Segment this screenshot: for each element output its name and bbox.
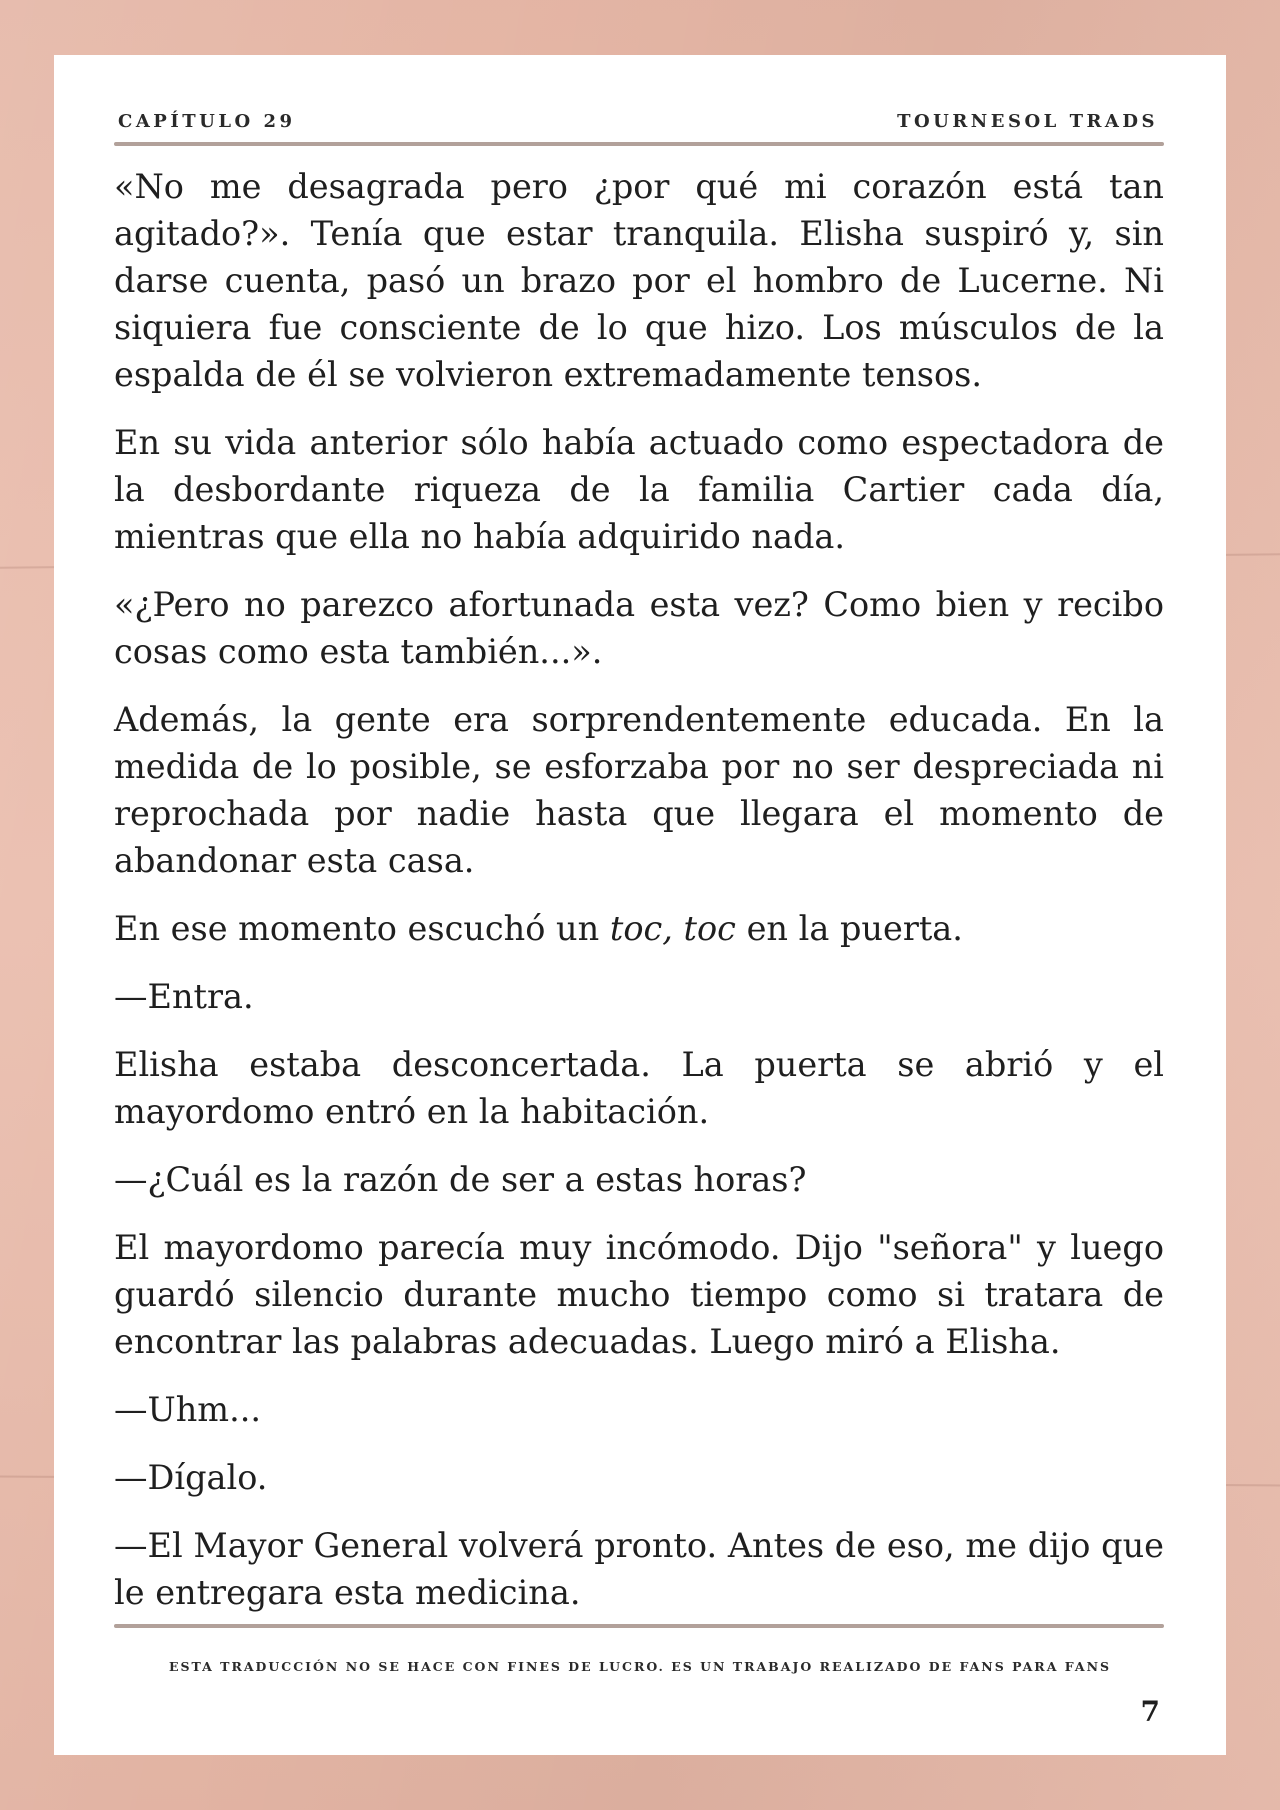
- chapter-label: CAPÍTULO 29: [118, 110, 296, 132]
- document-page: [54, 55, 1226, 1755]
- knock-sound-emphasis: toc, toc: [609, 909, 736, 948]
- paragraph: «No me desagrada pero ¿por qué mi corazón está tan agitado?». Tenía que estar tranquila. Elisha suspiró y, sin darse cuenta, pasó un brazo por el hombro de Lucerne. Ni siquiera fue consciente de lo que hizo. Los músculos de la espalda de él se volvieron extremadamente tensos.: [114, 167, 1164, 394]
- knock-text-after: en la puerta.: [735, 909, 963, 948]
- paragraph: «¿Pero no parezco afortunada esta vez? Como bien y recibo cosas como esta también...».: [114, 585, 1164, 671]
- disclaimer-note: ESTA TRADUCCIÓN NO SE HACE CON FINES DE LUCRO. ES UN TRABAJO REALIZADO DE FANS PARA FANS: [168, 1659, 1112, 1674]
- dialogue-line: —El Mayor General volverá pronto. Antes de eso, me dijo que le entregara esta medicina.: [114, 1526, 1164, 1612]
- knock-text-before: En ese momento escuchó un: [114, 909, 610, 948]
- paragraph: El mayordomo parecía muy incómodo. Dijo "señora" y luego guardó silencio durante mucho tiempo como si tratara de encontrar las palabras adecuadas. Luego miró a Elisha.: [114, 1228, 1164, 1361]
- paragraph: Además, la gente era sorprendentemente educada. En la medida de lo posible, se esforzaba por no ser despreciada ni reprochada por nadie hasta que llegara el momento de abandonar esta casa.: [114, 700, 1164, 880]
- header-divider: [114, 142, 1164, 146]
- page-header: [118, 105, 1158, 137]
- dialogue-line: —¿Cuál es la razón de ser a estas horas?: [114, 1160, 807, 1199]
- dialogue-line: —Entra.: [114, 977, 254, 1016]
- translator-group-label: TOURNESOL TRADS: [897, 110, 1158, 132]
- page-number: 7: [1140, 1695, 1160, 1728]
- paragraph-knock: [114, 905, 1164, 952]
- paragraph: En su vida anterior sólo había actuado como espectadora de la desbordante riqueza de la familia Cartier cada día, mientras que ella no había adquirido nada.: [114, 423, 1164, 556]
- dialogue-line: —Dígalo.: [114, 1458, 268, 1497]
- paragraph: Elisha estaba desconcertada. La puerta se abrió y el mayordomo entró en la habitación.: [114, 1045, 1164, 1131]
- chapter-body: [114, 163, 1164, 1637]
- footer-divider: [114, 1624, 1164, 1628]
- dialogue-line: —Uhm...: [114, 1390, 262, 1429]
